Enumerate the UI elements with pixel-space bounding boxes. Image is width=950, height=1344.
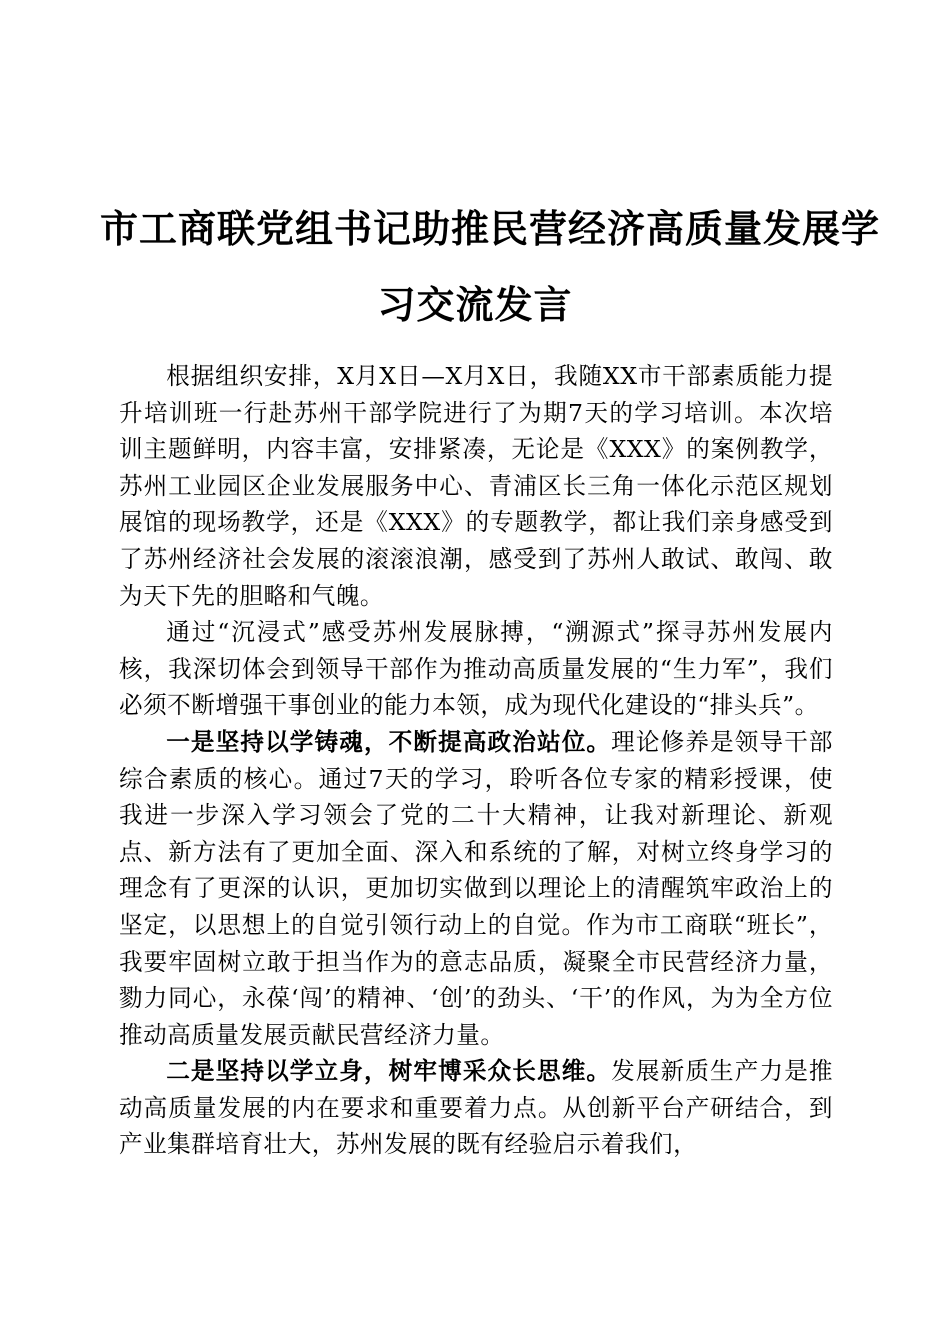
paragraph-intro xyxy=(119,358,833,614)
paragraph-lead-heading: 一是坚持以学铸魂，不断提高政治站位。 xyxy=(166,727,612,756)
paragraph-text: 根据组织安排，X月X日—X月X日，我随XX市干部素质能力提升培训班一行赴苏州干部学院进行了为期7天的学习培训。本次培训主题鲜明，内容丰富，安排紧凑，无论是《XXX》的案例教学，苏州工业园区企业发展服务中心、青浦区长三角一体化示范区规划展馆的现场教学，还是《XXX》的专题教学，都让我们亲身感受到了苏州经济社会发展的滚滚浪潮，感受到了苏州人敢试、敢闯、敢为天下先的胆略和气魄。 xyxy=(119,362,833,610)
paragraph-text: 理论修养是领导干部综合素质的核心。通过7天的学习，聆听各位专家的精彩授课，使我进一步深入学习领会了党的二十大精神，让我对新理论、新观点、新方法有了更加全面、深入和系统的了解，对树立终身学习的理念有了更深的认识，更加切实做到以理论上的清醒筑牢政治上的坚定，以思想上的自觉引领行动上的自觉。作为市工商联“班长”，我要牢固树立敢于担当作为的意志品质，凝聚全市民营经济力量，勠力同心，永葆‘闯’的精神、‘创’的劲头、‘干’的作风，为为全方位推动高质量发展贡献民营经济力量。 xyxy=(119,727,834,1049)
paragraph-lead-heading: 二是坚持以学立身，树牢博采众长思维。 xyxy=(166,1057,612,1086)
paragraph-summary xyxy=(119,614,833,724)
paragraph-point-one xyxy=(119,724,833,1053)
document-body xyxy=(119,358,833,1163)
paragraph-text: 发展新质生产力是推动高质量发展的内在要求和重要着力点。从创新平台产研结合，到产业集群培育壮大，苏州发展的既有经验启示着我们， xyxy=(119,1057,834,1159)
title-line-1: 市工商联党组书记助推民营经济高质量发展学 xyxy=(100,206,881,252)
paragraph-text: 通过“沉浸式”感受苏州发展脉搏，“溯源式”探寻苏州发展内核，我深切体会到领导干部作为推动高质量发展的“生力军”，我们必须不断增强干事创业的能力本领，成为现代化建设的“排头兵”。 xyxy=(119,618,833,720)
paragraph-point-two xyxy=(119,1053,833,1163)
document-title xyxy=(100,191,881,343)
title-line-2: 习交流发言 xyxy=(377,282,573,328)
